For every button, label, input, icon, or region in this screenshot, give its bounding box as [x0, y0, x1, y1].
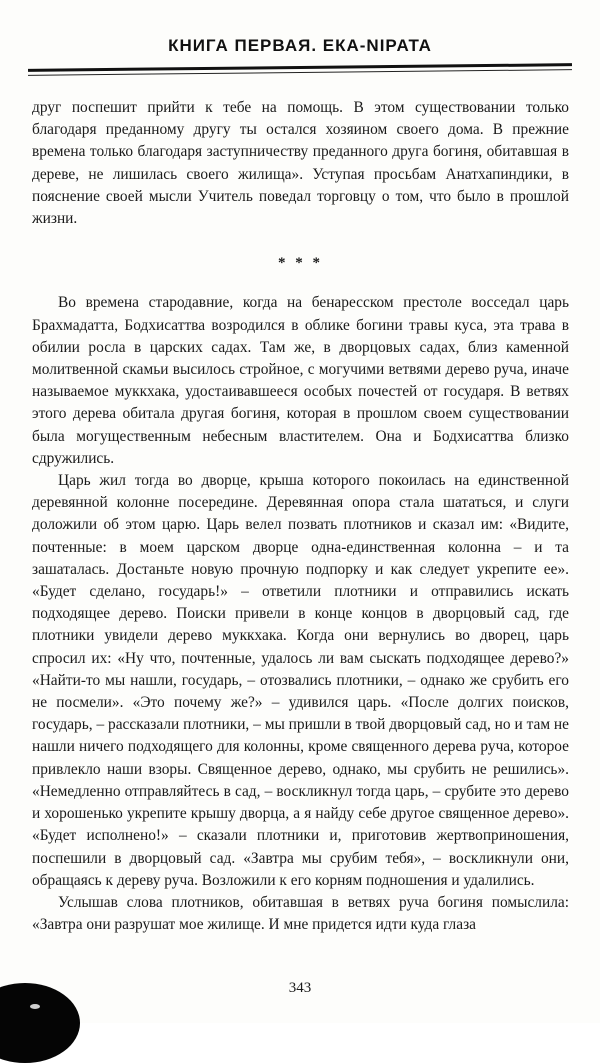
paragraph-1: друг поспешит прийти к тебе на помощь. В этом существовании только благодаря преданному другу ты остался хозяином своего дома. В прежние времена только благодаря заступничеству преданного друга богиня, обитавшая в дереве, не лишилась своего жилища». Уступая просьбам Анатхапиндики, в пояснение своей мысли Учитель поведал торговцу о том, что было в прошлой жизни. — [32, 99, 569, 228]
paragraph-2: Во времена стародавние, когда на бенаресском престоле восседал царь Брахмадатта, Бодхисаттва возродился в облике богини травы куса, эта трава в обилии росла в царских садах. Там же, в дворцовых садах, близ каменной молитвенной скамьи высилось стройное, с могучими ветвями дерево руча, иначе называемое муккхака, удостаивавшееся особых почестей от государя. В ветвях этого дерева обитала другая богиня, которая в прошлом своем существовании была могущественным небесным властителем. Она и Бодхисаттва близко сдружились. — [32, 294, 569, 467]
paragraph-3: Царь жил тогда во дворце, крыша которого покоилась на единственной деревянной колонне посередине. Деревянная опора стала шататься, и слуги доложили об этом царю. Царь велел позвать плотников и сказал им: «Видите, почтенные: в моем царском дворце одна-единственная колонна – и та зашаталась. Достаньте новую прочную подпорку и как следует укрепите ее». «Будет сделано, государь!» – ответили плотники и отправились искать подходящее дерево. Поиски привели в конце концов в дворцовый сад, где плотники увидели дерево муккхака. Когда они вернулись во дворец, царь спросил их: «Ну что, почтенные, удалось ли вам сыскать подходящее дерево?» «Найти-то мы нашли, государь, – отозвались плотники, – однако же срубить его не посмели». «Это почему же?» – удивился царь. «После долгих поисков, государь, – рассказали плотники, – мы пришли в твой дворцовый сад, но и там не нашли ничего подходящего для колонны, кроме священного дерева руча, которое привлекло наши взоры. Священное дерево, однако, мы срубить не решились». «Немедленно отправляйтесь в сад, – воскликнул тогда царь, – срубите это дерево и хорошенько укрепите крышу дворца, а я найду себе другое священное дерево». «Будет исполнено!» – сказали плотники и, приготовив жертвоприношения, поспешили в дворцовый сад. «Завтра мы срубим тебя», – воскликнули они, обращаясь к дереву руча. Возложили к его корням подношения и удалились. — [32, 472, 569, 889]
section-separator: * * * — [278, 255, 323, 272]
paragraph-4: Услышав слова плотников, обитавшая в ветвях руча богиня помыслила: «Завтра они разрушат мое жилище. И мне придется идти куда глаза — [32, 893, 569, 934]
page-number: 343 — [288, 980, 312, 996]
body-text — [32, 97, 569, 936]
scan-speck — [30, 1004, 40, 1009]
running-header: КНИГА ПЕРВАЯ. ЕКА-NIPATA — [168, 36, 432, 55]
